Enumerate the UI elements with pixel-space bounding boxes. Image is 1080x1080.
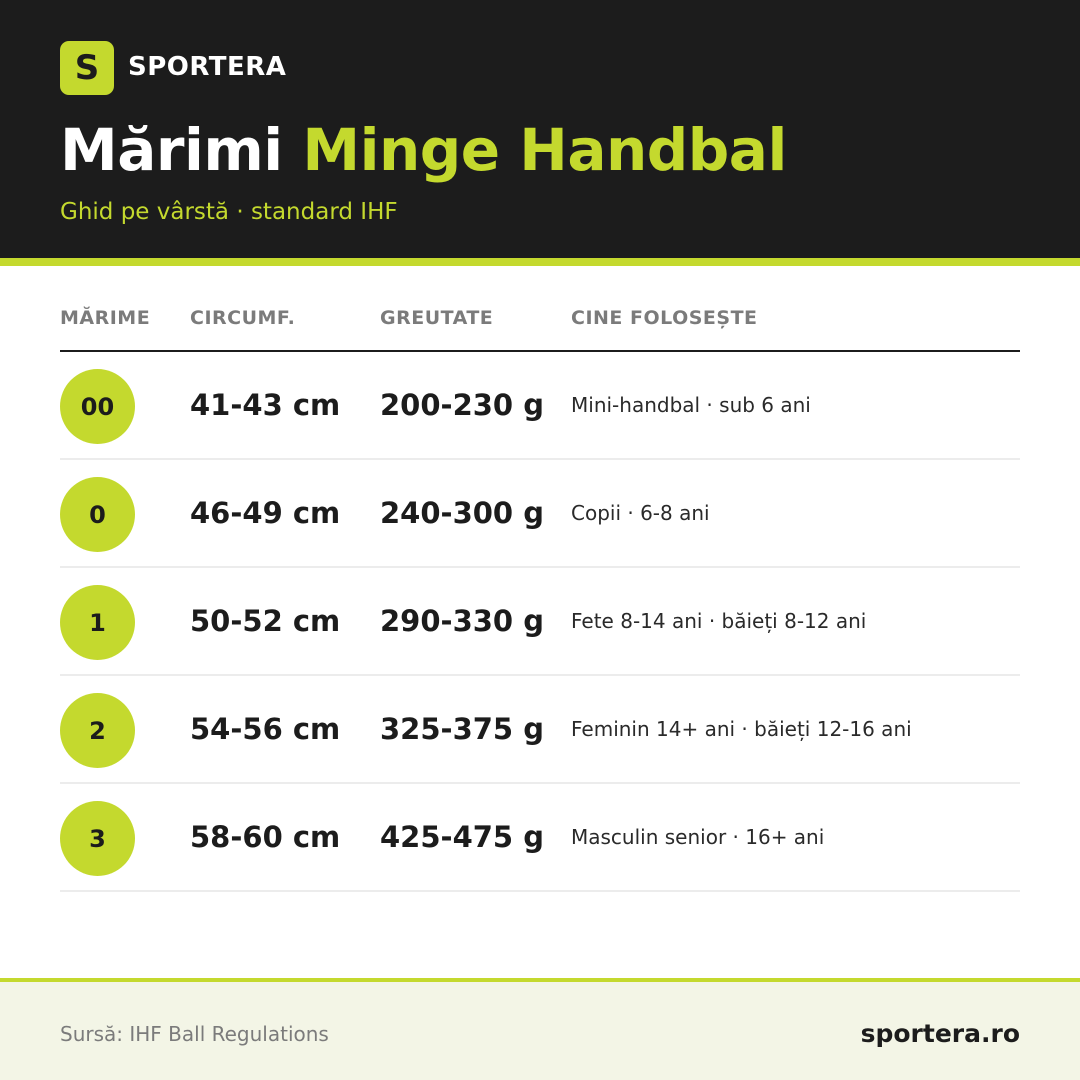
users-cell: Masculin senior · 16+ ani — [571, 825, 825, 849]
users-cell: Feminin 14+ ani · băieți 12-16 ani — [571, 717, 912, 741]
footer — [0, 982, 1080, 1080]
circumference-cell: 58-60 cm — [190, 820, 341, 854]
weight-cell: 290-330 g — [380, 604, 544, 638]
size-badge: 2 — [60, 693, 135, 768]
users-cell: Copii · 6-8 ani — [571, 501, 710, 525]
site-url: sportera.ro — [860, 1019, 1020, 1048]
weight-cell: 240-300 g — [380, 496, 544, 530]
weight-cell: 200-230 g — [380, 388, 544, 422]
circumference-cell: 50-52 cm — [190, 604, 341, 638]
column-header-circumference: CIRCUMF. — [190, 307, 296, 329]
page-subtitle: Ghid pe vârstă · standard IHF — [60, 199, 398, 225]
users-cell: Mini-handbal · sub 6 ani — [571, 393, 811, 417]
users-cell: Fete 8-14 ani · băieți 8-12 ani — [571, 609, 867, 633]
circumference-cell: 54-56 cm — [190, 712, 341, 746]
weight-cell: 425-475 g — [380, 820, 544, 854]
circumference-cell: 46-49 cm — [190, 496, 341, 530]
source-note: Sursă: IHF Ball Regulations — [60, 1022, 329, 1046]
column-header-size: MĂRIME — [60, 307, 151, 329]
size-badge: 3 — [60, 801, 135, 876]
size-badge: 0 — [60, 477, 135, 552]
page-title — [60, 116, 787, 184]
column-header-users: CINE FOLOSEȘTE — [571, 307, 758, 329]
header-banner — [0, 0, 1080, 258]
weight-cell: 325-375 g — [380, 712, 544, 746]
size-badge: 1 — [60, 585, 135, 660]
size-badge: 00 — [60, 369, 135, 444]
column-header-weight: GREUTATE — [380, 307, 494, 329]
table-body — [60, 352, 1020, 892]
circumference-cell: 41-43 cm — [190, 388, 341, 422]
table-row — [60, 460, 1020, 568]
brand-name: SPORTERA — [128, 52, 287, 82]
table-row — [60, 784, 1020, 892]
header-accent-stripe — [0, 258, 1080, 266]
table-header — [60, 307, 1020, 337]
table-row — [60, 568, 1020, 676]
title-part-2: Minge Handbal — [302, 116, 787, 184]
title-part-1: Mărimi — [60, 116, 283, 184]
table-row — [60, 676, 1020, 784]
sportera-logo-icon: S — [60, 41, 114, 95]
table-row — [60, 352, 1020, 460]
